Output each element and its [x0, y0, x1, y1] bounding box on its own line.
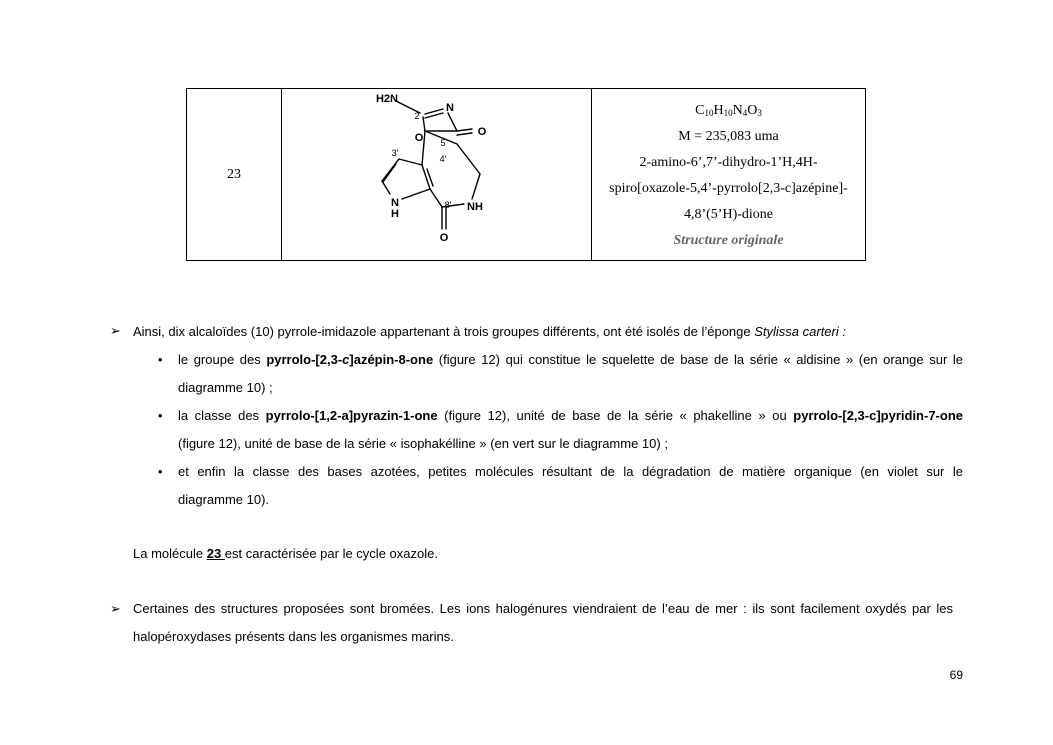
properties-cell: [592, 89, 865, 260]
sub-bullet-2-line1: la classe des pyrrolo-[1,2-a]pyrazin-1-one (figure 12), unité de base de la série « phakelline » ou pyrrolo-[2,3-c]pyridin-7-one: [178, 408, 964, 423]
arrow-bullet-icon: ➢: [110, 601, 121, 616]
dot-bullet-icon: •: [158, 464, 163, 479]
molecular-mass: M = 235,083 uma: [678, 129, 779, 144]
amide-nh-label: NH: [467, 201, 483, 213]
sub-bullet-1-line2: diagramme 10) ;: [178, 380, 273, 395]
carbonyl-o-label: O: [477, 126, 487, 138]
sub-bullet-3-line2: diagramme 10).: [178, 492, 270, 507]
locant-5: 5: [440, 138, 446, 148]
amine-label: H2N: [375, 93, 399, 105]
compound-number: 23: [187, 89, 282, 260]
pyrrole-n-label: N: [391, 197, 399, 209]
dot-bullet-icon: •: [158, 352, 163, 367]
arrow-bullet-icon: ➢: [110, 323, 121, 338]
locant-3p: 3′: [391, 148, 399, 158]
ring-o-label: O: [414, 132, 424, 144]
iupac-name-line1: 2-amino-6’,7’-dihydro-1’H,4H-: [639, 155, 818, 170]
oxazole-paragraph: La molécule 23 est caractérisée par le cycle oxazole.: [133, 546, 438, 561]
page-number: 69: [949, 668, 963, 682]
molecular-formula: $C_{10}H_{10}N_4O_3$: [695, 103, 762, 118]
locant-4p: 4′: [439, 154, 447, 164]
structure-note: Structure originale: [673, 233, 784, 248]
sub-bullet-3-line1: et enfin la classe des bases azotées, petites molécules résultant de la dégradation de matière organique (en violet sur le: [178, 464, 963, 479]
structure-cell: [282, 89, 592, 260]
bullet-paragraph-2-line2: halopéroxydases présents dans les organismes marins.: [133, 629, 454, 644]
sub-bullet-2-line2: (figure 12), unité de base de la série « isophakélline » (en vert sur le diagramme 10) ;: [178, 436, 668, 451]
dot-bullet-icon: •: [158, 408, 163, 423]
compound-table: [186, 88, 866, 261]
carbonyl-bottom-o-label: O: [439, 232, 449, 244]
locant-2: 2: [414, 111, 420, 121]
bullet-paragraph-2-line1: Certaines des structures proposées sont bromées. Les ions halogénures viendraient de l’eau de mer : ils sont facilement oxydés par les: [133, 601, 953, 616]
pyrrole-h-label: H: [391, 208, 399, 220]
molecule-structure: [282, 89, 592, 262]
locant-8p: 8′: [444, 200, 452, 210]
bullet-paragraph-1: Ainsi, dix alcaloïdes (10) pyrrole-imidazole appartenant à trois groupes différents, ont été isolés de l’éponge Stylissa carteri :: [133, 324, 846, 339]
sub-bullet-1-line1: le groupe des pyrrolo-[2,3-c]azépin-8-one (figure 12) qui constitue le squelette de base de la série « aldisine » (en orange sur le: [178, 352, 963, 367]
iupac-name-line3: 4,8’(5’H)-dione: [683, 207, 774, 222]
iupac-name-line2: spiro[oxazole-5,4’-pyrrolo[2,3-c]azépine]-: [609, 181, 848, 196]
imine-n-label: N: [446, 102, 454, 114]
